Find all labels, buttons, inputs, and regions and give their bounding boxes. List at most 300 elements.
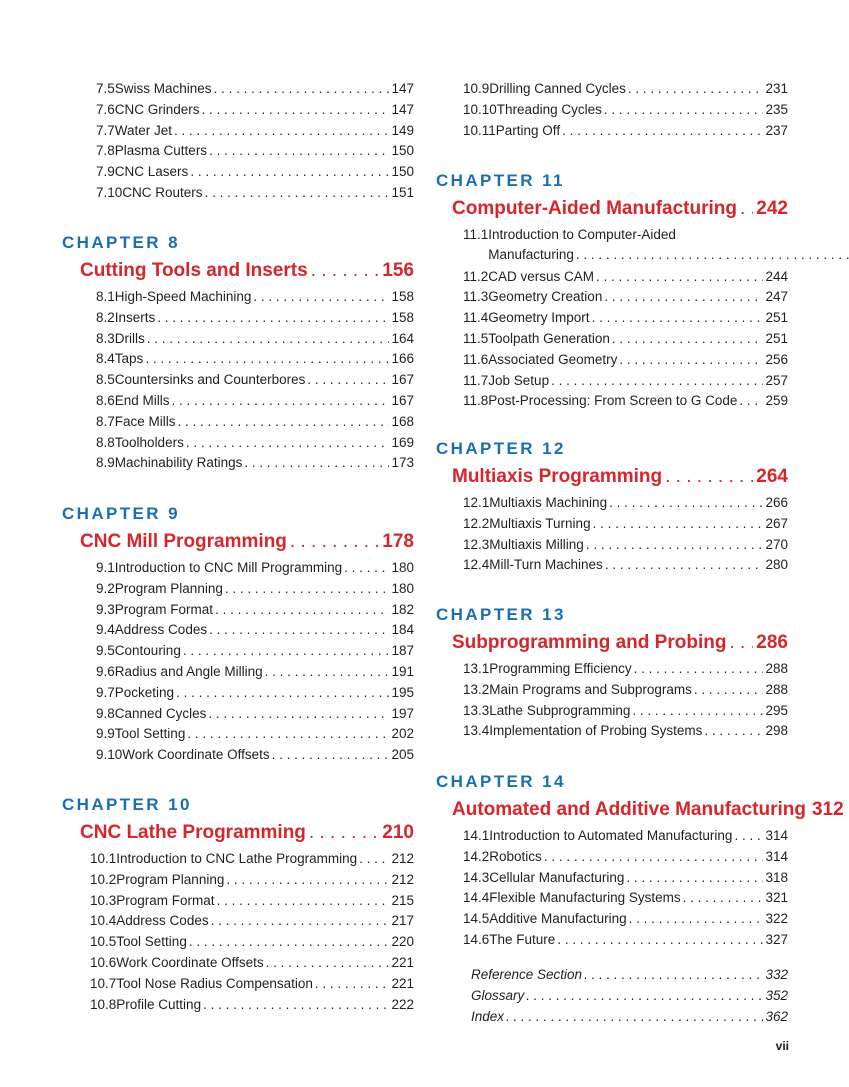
section-title: Radius and Angle Milling xyxy=(114,664,263,679)
dot-leader xyxy=(217,891,390,911)
section-number: 13.2 xyxy=(463,681,490,697)
section-title: Toolpath Generation xyxy=(488,331,610,346)
section-title: Pocketing xyxy=(114,684,175,700)
toc-entry[interactable] xyxy=(463,267,788,287)
page-ref: 212 xyxy=(391,871,414,887)
chapter-label: CHAPTER 11 xyxy=(436,171,565,190)
page-ref: 251 xyxy=(765,331,788,346)
section-title: Tool Setting xyxy=(116,934,187,950)
page-ref: 168 xyxy=(391,413,414,429)
dot-leader xyxy=(562,121,763,141)
dot-leader xyxy=(734,826,763,846)
dot-leader xyxy=(189,932,390,952)
chapter-title[interactable] xyxy=(80,259,414,283)
dot-leader xyxy=(225,579,390,599)
section-title: Drilling Canned Cycles xyxy=(489,81,626,96)
dot-leader xyxy=(147,329,390,349)
section-title: Geometry Creation xyxy=(488,289,603,305)
dot-leader xyxy=(344,558,389,578)
section-number: 9.5 xyxy=(96,643,115,659)
section-title: Profile Cutting xyxy=(116,996,202,1012)
back-matter-entry[interactable] xyxy=(471,965,788,985)
section-number: 11.7 xyxy=(463,372,489,388)
chapter-label: CHAPTER 12 xyxy=(436,439,566,458)
dot-leader xyxy=(526,986,763,1006)
chapter-page: 242 xyxy=(756,198,788,219)
toc-entry[interactable] xyxy=(96,704,414,724)
toc-entry[interactable] xyxy=(96,453,414,473)
page-ref: 215 xyxy=(391,892,414,908)
dot-leader xyxy=(576,245,849,265)
section-number: 7.5 xyxy=(96,81,115,96)
back-matter-title: Reference Section xyxy=(471,967,583,982)
chapter-label: CHAPTER 9 xyxy=(62,504,180,523)
page-ref: 151 xyxy=(391,185,414,200)
section-title: Swiss Machines xyxy=(114,81,212,96)
section-number: 10.6 xyxy=(90,955,117,970)
section-title: High-Speed Machining xyxy=(114,289,252,304)
chapter-title[interactable] xyxy=(452,197,788,221)
page-ref: 212 xyxy=(391,851,414,866)
dot-leader xyxy=(609,493,763,513)
chapter-title[interactable] xyxy=(452,631,788,655)
page-ref: 205 xyxy=(391,747,414,763)
dot-leader xyxy=(203,995,389,1015)
chapter-page: 264 xyxy=(756,466,788,487)
section-title: CNC Lasers xyxy=(114,164,189,180)
toc-entry[interactable] xyxy=(463,391,788,411)
section-title: Implementation of Probing Systems xyxy=(489,723,703,739)
dot-leader xyxy=(202,100,390,120)
dot-leader xyxy=(253,287,389,307)
chapter-page: 312 xyxy=(811,799,844,820)
chapter-title[interactable] xyxy=(80,530,414,554)
dot-leader xyxy=(211,911,390,931)
section-number: 12.1 xyxy=(463,495,490,510)
section-title: Program Planning xyxy=(116,871,225,887)
toc-entry[interactable] xyxy=(463,535,788,555)
section-number: 8.7 xyxy=(96,413,115,429)
chapter-title[interactable] xyxy=(452,465,788,489)
page-ref: 147 xyxy=(391,101,414,117)
toc-entry[interactable] xyxy=(96,724,414,744)
section-title: Additive Manufacturing xyxy=(489,911,627,927)
toc-entry[interactable] xyxy=(96,183,414,203)
toc-entry[interactable] xyxy=(96,412,414,432)
toc-entry[interactable] xyxy=(463,287,788,307)
page-ref: 169 xyxy=(391,434,414,450)
page-ref: 167 xyxy=(391,393,414,408)
section-title: Drills xyxy=(114,330,145,346)
chapter-label: CHAPTER 10 xyxy=(62,795,192,814)
page-ref: 314 xyxy=(765,828,788,843)
section-title: Plasma Cutters xyxy=(114,143,208,159)
dot-leader xyxy=(593,514,764,534)
toc-entry[interactable] xyxy=(96,558,414,578)
toc-entry[interactable] xyxy=(463,350,788,370)
page-ref: 318 xyxy=(765,869,788,885)
section-number: 10.10 xyxy=(463,101,497,117)
toc-entry[interactable] xyxy=(90,953,414,973)
section-number: 8.3 xyxy=(96,330,115,346)
toc-entry[interactable] xyxy=(463,659,788,679)
chapter-title-text: Computer-Aided Manufacturing xyxy=(452,198,737,219)
page-ref: 166 xyxy=(391,351,414,367)
page-ref: 298 xyxy=(765,723,788,739)
page-ref: 322 xyxy=(765,911,788,927)
page-ref: 202 xyxy=(391,726,414,742)
toc-entry[interactable] xyxy=(96,620,414,640)
chapter-label: CHAPTER 13 xyxy=(436,605,566,624)
toc-entry[interactable] xyxy=(463,888,788,908)
section-number: 9.10 xyxy=(96,747,123,763)
toc-entry[interactable] xyxy=(463,493,788,513)
section-number: 11.5 xyxy=(463,331,489,346)
toc-entry[interactable] xyxy=(463,121,788,141)
page-ref: 256 xyxy=(765,351,788,367)
section-number: 9.2 xyxy=(96,580,115,596)
back-matter-entry[interactable] xyxy=(471,1007,788,1027)
dot-leader xyxy=(586,535,764,555)
section-number: 10.2 xyxy=(90,871,117,887)
dot-leader xyxy=(626,868,763,888)
section-number: 14.3 xyxy=(463,869,490,885)
page-ref: 314 xyxy=(765,848,788,864)
section-number: 7.9 xyxy=(96,164,115,180)
dot-leader xyxy=(628,79,764,99)
section-number: 11.4 xyxy=(463,310,489,326)
section-number: 8.1 xyxy=(96,289,115,304)
toc-entry[interactable] xyxy=(463,555,788,575)
section-number: 9.3 xyxy=(96,601,115,617)
section-number: 10.3 xyxy=(90,892,117,908)
chapter-title-text: Cutting Tools and Inserts xyxy=(80,260,308,281)
chapter-page: 210 xyxy=(382,822,414,843)
section-number: 8.4 xyxy=(96,351,115,367)
page-ref: 150 xyxy=(391,143,414,159)
section-number: 14.5 xyxy=(463,911,490,927)
page-ref: 167 xyxy=(391,372,414,388)
section-number: 7.6 xyxy=(96,101,115,117)
section-title: Work Coordinate Offsets xyxy=(122,747,270,763)
dot-leader xyxy=(315,974,390,994)
dot-leader xyxy=(604,100,764,120)
section-number: 11.1 xyxy=(463,227,489,242)
section-number: 10.7 xyxy=(90,975,117,991)
back-matter-entry[interactable] xyxy=(471,986,788,1006)
chapter-title-text: Multiaxis Programming xyxy=(452,466,663,487)
toc-entry[interactable] xyxy=(463,514,788,534)
section-title: CNC Grinders xyxy=(114,101,200,117)
section-number: 13.4 xyxy=(463,723,490,739)
page-ref: 184 xyxy=(391,622,414,638)
toc-entry[interactable] xyxy=(96,121,414,141)
toc-entry[interactable] xyxy=(463,100,788,120)
toc-entry[interactable] xyxy=(96,370,414,390)
chapter-page: 156 xyxy=(382,260,414,281)
toc-entry[interactable] xyxy=(463,909,788,929)
section-title: Threading Cycles xyxy=(496,101,602,117)
section-number: 9.9 xyxy=(96,726,115,742)
page-ref: 244 xyxy=(765,268,788,284)
toc-entry[interactable] xyxy=(463,329,788,349)
section-title: Flexible Manufacturing Systems xyxy=(489,890,681,906)
section-number: 7.10 xyxy=(96,185,123,200)
section-title: Parting Off xyxy=(495,122,561,138)
toc-entry[interactable] xyxy=(463,930,788,950)
page-ref: 327 xyxy=(765,932,788,947)
toc-entry[interactable] xyxy=(463,701,788,721)
toc-entry[interactable] xyxy=(90,870,414,890)
section-title: Introduction to Computer-Aided xyxy=(488,227,676,242)
page-ref: 217 xyxy=(391,913,414,929)
section-number: 8.6 xyxy=(96,393,115,408)
page-ref: 150 xyxy=(391,164,414,180)
page-ref: 220 xyxy=(391,934,414,950)
section-number: 10.4 xyxy=(90,913,117,929)
dot-leader xyxy=(506,1007,763,1027)
page-ref: 362 xyxy=(765,1008,788,1024)
toc-entry[interactable] xyxy=(463,847,788,867)
section-title: Programming Efficiency xyxy=(489,661,632,676)
toc-entry[interactable] xyxy=(96,79,414,99)
page-ref: 180 xyxy=(391,580,414,596)
section-title: Associated Geometry xyxy=(488,351,618,367)
chapter-page: 286 xyxy=(756,632,788,653)
dot-leader xyxy=(665,465,753,489)
section-number: 9.7 xyxy=(96,684,115,700)
section-title: Cellular Manufacturing xyxy=(489,869,625,885)
dot-leader xyxy=(190,162,389,182)
toc-entry[interactable] xyxy=(463,680,788,700)
section-number: 14.1 xyxy=(463,828,490,843)
toc-entry[interactable] xyxy=(90,974,414,994)
toc-entry[interactable] xyxy=(463,308,788,328)
toc-entry[interactable] xyxy=(96,391,414,411)
page-ref: 288 xyxy=(765,661,788,676)
section-title: Tool Nose Radius Compensation xyxy=(116,975,313,991)
toc-entry[interactable] xyxy=(96,329,414,349)
toc-entry[interactable] xyxy=(96,745,414,765)
page-number: vii xyxy=(775,1039,789,1053)
section-number: 9.6 xyxy=(96,664,115,679)
page-ref: 191 xyxy=(391,664,414,679)
toc-entry[interactable] xyxy=(90,995,414,1015)
section-number: 8.5 xyxy=(96,372,115,388)
chapter-title-text: Automated and Additive Manufacturing xyxy=(452,799,806,820)
section-title: CAD versus CAM xyxy=(488,268,595,284)
dot-leader xyxy=(209,141,389,161)
section-number: 12.4 xyxy=(463,557,490,573)
dot-leader xyxy=(209,620,389,640)
section-number: 14.4 xyxy=(463,890,490,906)
section-title: Job Setup xyxy=(488,372,550,388)
section-title: Program Format xyxy=(114,601,214,617)
toc-entry[interactable] xyxy=(463,371,788,391)
dot-leader xyxy=(612,329,764,349)
page-ref: 257 xyxy=(765,372,788,388)
chapter-title[interactable] xyxy=(452,798,844,822)
page-ref: 280 xyxy=(765,557,788,573)
section-title: Main Programs and Subprograms xyxy=(489,681,692,697)
section-title: Geometry Import xyxy=(488,310,590,326)
section-title: Water Jet xyxy=(114,122,173,138)
section-number: 10.5 xyxy=(90,934,117,950)
section-title: Machinability Ratings xyxy=(114,455,243,471)
toc-entry[interactable] xyxy=(463,225,788,265)
section-number: 12.3 xyxy=(463,536,490,552)
section-title: Introduction to CNC Mill Programming xyxy=(114,560,343,575)
dot-leader xyxy=(632,701,763,721)
toc-entry[interactable] xyxy=(96,100,414,120)
dot-leader xyxy=(729,631,753,655)
dot-leader xyxy=(186,433,390,453)
toc-entry[interactable] xyxy=(96,433,414,453)
chapter-label: CHAPTER 8 xyxy=(62,233,180,252)
section-number: 14.2 xyxy=(463,848,490,864)
section-title: Contouring xyxy=(114,643,181,659)
toc-entry[interactable] xyxy=(90,932,414,952)
dot-leader xyxy=(739,391,763,411)
page-ref: 295 xyxy=(765,702,788,718)
toc-entry[interactable] xyxy=(96,349,414,369)
section-title: Mill-Turn Machines xyxy=(489,557,603,573)
toc-entry[interactable] xyxy=(96,287,414,307)
toc-entry[interactable] xyxy=(90,911,414,931)
chapter-title-text: CNC Lathe Programming xyxy=(80,822,306,843)
section-title: Address Codes xyxy=(116,913,209,929)
section-title: The Future xyxy=(489,932,556,947)
toc-entry[interactable] xyxy=(90,849,414,869)
dot-leader xyxy=(172,391,390,411)
section-number: 11.2 xyxy=(463,268,489,284)
dot-leader xyxy=(704,721,763,741)
dot-leader xyxy=(619,350,763,370)
section-title: Countersinks and Counterbores xyxy=(114,372,306,388)
page-ref: 158 xyxy=(391,309,414,325)
section-title-continued: Manufacturing xyxy=(488,247,574,262)
section-title: Address Codes xyxy=(114,622,208,638)
toc-entry[interactable] xyxy=(90,891,414,911)
page-ref: 259 xyxy=(765,393,788,409)
toc-entry[interactable] xyxy=(463,826,788,846)
dot-leader xyxy=(629,909,764,929)
toc-entry[interactable] xyxy=(96,641,414,661)
dot-leader xyxy=(634,659,764,679)
section-number: 7.8 xyxy=(96,143,115,159)
toc-entry[interactable] xyxy=(96,600,414,620)
section-number: 9.1 xyxy=(96,560,115,575)
chapter-title-text: Subprogramming and Probing xyxy=(452,632,727,653)
dot-leader xyxy=(145,349,389,369)
section-title: Canned Cycles xyxy=(114,705,207,721)
dot-leader xyxy=(592,308,764,328)
dot-leader xyxy=(157,308,389,328)
section-number: 9.4 xyxy=(96,622,115,638)
section-title: Tool Setting xyxy=(114,726,186,742)
page-ref: 158 xyxy=(391,289,414,304)
page-ref: 247 xyxy=(765,289,788,305)
section-title-line2 xyxy=(488,245,849,265)
toc-entry[interactable] xyxy=(96,162,414,182)
chapter-title[interactable] xyxy=(80,821,414,845)
section-number: 8.2 xyxy=(96,309,115,325)
dot-leader xyxy=(290,530,379,554)
dot-leader xyxy=(265,662,390,682)
dot-leader xyxy=(178,412,390,432)
dot-leader xyxy=(266,953,390,973)
page-ref: 164 xyxy=(391,330,414,346)
toc-entry[interactable] xyxy=(463,79,788,99)
chapter-title-text: CNC Mill Programming xyxy=(80,531,287,552)
section-number: 10.1 xyxy=(90,851,117,866)
dot-leader xyxy=(694,680,764,700)
page-ref: 231 xyxy=(765,81,788,96)
section-title: End Mills xyxy=(114,393,170,408)
page-ref: 267 xyxy=(765,515,788,531)
section-number: 10.8 xyxy=(90,996,117,1012)
page-ref: 149 xyxy=(391,122,414,138)
toc-entry[interactable] xyxy=(96,308,414,328)
dot-leader xyxy=(683,888,764,908)
dot-leader xyxy=(605,555,764,575)
page-ref: 270 xyxy=(765,536,788,552)
dot-leader xyxy=(584,965,763,985)
dot-leader xyxy=(740,197,753,221)
page-ref: 182 xyxy=(391,601,414,617)
page-ref: 321 xyxy=(765,890,788,906)
page-ref: 221 xyxy=(391,975,414,991)
section-number: 11.8 xyxy=(463,393,489,409)
section-number: 8.9 xyxy=(96,455,115,471)
section-number: 11.6 xyxy=(463,351,489,367)
dot-leader xyxy=(596,267,763,287)
toc-entry[interactable] xyxy=(463,721,788,741)
section-number: 12.2 xyxy=(463,515,490,531)
toc-entry[interactable] xyxy=(463,868,788,888)
section-title: Program Format xyxy=(116,892,215,908)
section-title: Multiaxis Milling xyxy=(489,536,584,552)
dot-leader xyxy=(551,371,763,391)
toc-entry[interactable] xyxy=(96,579,414,599)
toc-entry[interactable] xyxy=(96,141,414,161)
section-title: Introduction to Automated Manufacturing xyxy=(489,828,733,843)
section-title: Taps xyxy=(114,351,144,367)
section-number: 8.8 xyxy=(96,434,115,450)
section-title: Robotics xyxy=(489,848,542,864)
dot-leader xyxy=(309,821,379,845)
dot-leader xyxy=(208,704,389,724)
toc-entry[interactable] xyxy=(96,683,414,703)
dot-leader xyxy=(176,683,389,703)
page-ref: 288 xyxy=(765,681,788,697)
page-ref: 332 xyxy=(765,967,788,982)
section-title: Introduction to CNC Lathe Programming xyxy=(116,851,358,866)
back-matter-title: Glossary xyxy=(471,987,525,1003)
dot-leader xyxy=(214,79,390,99)
toc-entry[interactable] xyxy=(96,662,414,682)
page-ref: 251 xyxy=(765,310,788,326)
section-number: 7.7 xyxy=(96,122,115,138)
chapter-label: CHAPTER 14 xyxy=(436,772,566,791)
section-number: 10.11 xyxy=(463,122,496,138)
section-title: Program Planning xyxy=(114,580,223,596)
dot-leader xyxy=(174,121,389,141)
dot-leader xyxy=(604,287,763,307)
page-ref: 187 xyxy=(391,643,414,659)
section-title: CNC Routers xyxy=(122,185,203,200)
section-title: Lathe Subprogramming xyxy=(489,702,631,718)
